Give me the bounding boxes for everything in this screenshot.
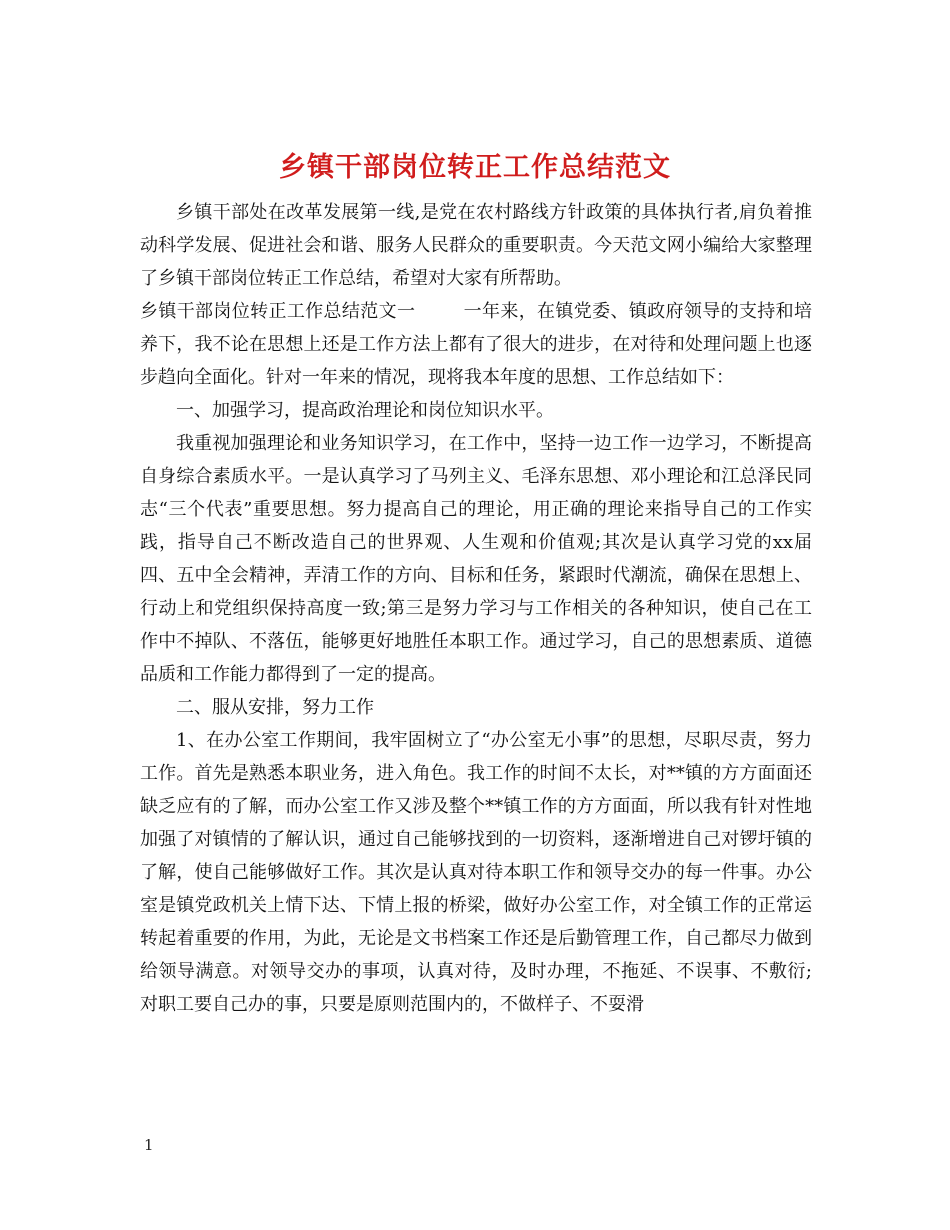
- paragraph-2: 1、在办公室工作期间，我牢固树立了“办公室无小事”的思想，尽职尽责，努力工作。首先是熟悉本职业务，进入角色。我工作的时间不太长，对**镇的方方面面还缺乏应有的了解，而办公室工作又涉及整个**镇工作的方方面面，所以我有针对性地加强了对镇情的了解认识，通过自己能够找到的一切资料，逐渐增进自己对锣圩镇的了解，使自己能够做好工作。其次是认真对待本职工作和领导交办的每一件事。办公室是镇党政机关上情下达、下情上报的桥梁，做好办公室工作，对全镇工作的正常运转起着重要的作用，为此，无论是文书档案工作还是后勤管理工作，自己都尽力做到给领导满意。对领导交办的事项，认真对待，及时办理，不拖延、不误事、不敷衍;对职工要自己办的事，只要是原则范围内的，不做样子、不耍滑: [140, 730, 812, 1015]
- paragraph-1: 我重视加强理论和业务知识学习，在工作中，坚持一边工作一边学习，不断提高自身综合素质水平。一是认真学习了马列主义、毛泽东思想、邓小理论和江总泽民同志“三个代表”重要思想。努力提高自己的理论，用正确的理论来指导自己的工作实践，指导自己不断改造自己的世界观、人生观和价值观;其次是认真学习党的xx届四、五中全会精神，弄清工作的方向、目标和任务，紧跟时代潮流，确保在思想上、行动上和党组织保持高度一致;第三是努力学习与工作相关的各种知识，使自己在工作中不掉队、不落伍，能够更好地胜任本职工作。通过学习，自己的思想素质、道德品质和工作能力都得到了一定的提高。: [140, 433, 812, 685]
- document-body: [140, 196, 812, 1021]
- page-number: 1: [144, 1136, 154, 1154]
- intro-paragraph: 乡镇干部处在改革发展第一线,是党在农村路线方针政策的具体执行者,肩负着推动科学发展、促进社会和谐、服务人民群众的重要职责。今天范文网小编给大家整理了乡镇干部岗位转正工作总结，希望对大家有所帮助。: [140, 202, 812, 289]
- heading-2: 二、服从安排，努力工作: [176, 697, 374, 718]
- section-paragraph: [140, 295, 812, 394]
- section-lead: 一年来，在镇党委、镇政府领导的支持和培养下，我不论在思想上还是工作方法上都有了很大的进步，在对待和处理问题上也逐步趋向全面化。针对一年来的情况，现将我本年度的思想、工作总结如下：: [140, 301, 813, 388]
- document-title: 乡镇干部岗位转正工作总结范文: [279, 152, 671, 184]
- heading-1: 一、加强学习，提高政治理论和岗位知识水平。: [176, 400, 554, 421]
- section-label: 乡镇干部岗位转正工作总结范文一: [140, 301, 416, 322]
